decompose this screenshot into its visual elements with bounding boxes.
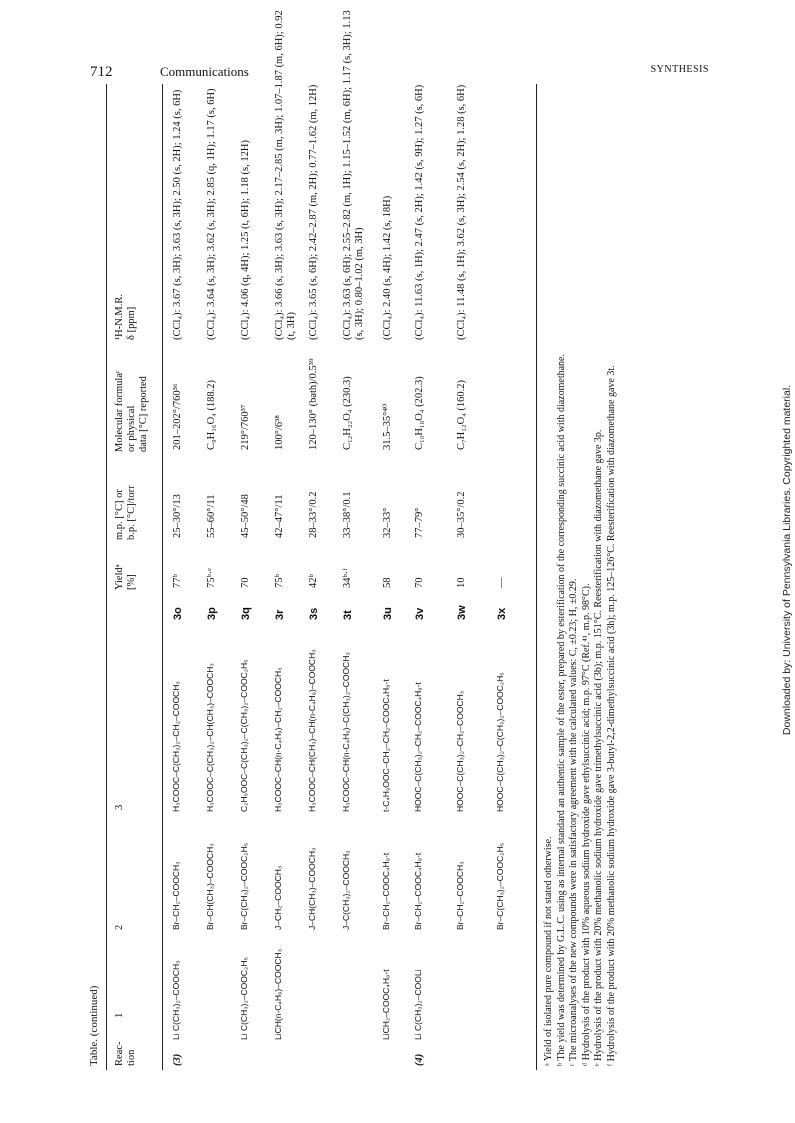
cell-c3: H₃COOC–CH(n-C₄H₉)–C(CH₃)₂–COOCH₃ [341, 652, 351, 812]
cell-formula: C₇H₁₂O₄ (160.2) [456, 379, 467, 450]
cell-c3: HOOC–C(CH₃)₂–CH₂–COOCH₃ [455, 690, 465, 812]
cell-nmr: (CCl₄): 3.64 (s, 3H); 3.62 (s, 3H); 2.85 (q, 1H); 1.17 (s, 6H) [206, 88, 217, 340]
cell-mp: 30–35°/0.2 [456, 491, 467, 538]
cell-yield: 34ᵇ·ᶠ [342, 568, 353, 588]
header-yield: Yieldᵃ [%] [114, 564, 138, 590]
cell-mp: 45–50°/48 [240, 494, 251, 538]
table-bottom-rule [536, 84, 537, 1070]
cell-c2: Br–CH₂–COOCH₃ [171, 861, 181, 930]
journal-name: SYNTHESIS [650, 64, 709, 75]
cell-c2: Br–CH(CH₃)–COOCH₃ [205, 843, 215, 930]
cell-nmr: (CCl₄): 3.66 (s, 3H); 3.63 (s, 3H); 2.17–2.85 (m, 3H); 1.07–1.87 (m, 6H); 0.92 (t, 3H) [274, 10, 298, 340]
cell-nmr: (CCl₄): 11.63 (s, 1H); 2.47 (s, 2H); 1.42 (s, 9H); 1.27 (s, 6H) [414, 84, 425, 340]
section-title: Communications [160, 64, 249, 79]
header-rule [162, 84, 163, 1070]
cell-id: 3p [206, 607, 218, 620]
cell-c3: H₃COOC–C(CH₃)₂–CH(CH₃)–COOCH₃ [205, 663, 215, 812]
cell-nmr: (CCl₄): 3.63 (s, 6H); 2.55–2.82 (m, 1H); 1.15–1.52 (m, 6H); 1.17 (s, 3H); 1.13 (s, 3H); 0.80–1.02 (m, 3H) [342, 10, 366, 340]
cell-mp: 55–60°/11 [206, 494, 217, 538]
table-footnotes [543, 106, 618, 1066]
cell-c3: t-C₄H₉OOC–CH₂–CH₂–COOC₄H₉-t [381, 679, 391, 812]
cell-c3: HOOC–C(CH₃)₂–CH₂–COOC₄H₉-t [413, 682, 423, 812]
cell-c2: Br–CH₂–COOCH₃ [455, 861, 465, 930]
cell-c2: Br–CH₂–COOC₄H₉-t [381, 852, 391, 930]
cell-formula: C₁₂H₂₂O₄ (230.3) [342, 376, 353, 450]
cell-formula: C₉H₁₆O₄ (188.2) [206, 379, 217, 450]
cell-nmr: (CCl₄): 4.06 (q, 4H); 1.25 (t, 6H); 1.18 (s, 12H) [240, 140, 251, 340]
cell-c3: H₃COOC–CH(n-C₄H₉)–CH₂–COOCH₃ [273, 667, 283, 812]
cell-formula: 31.5–35°⁴⁰ [382, 403, 393, 450]
download-watermark: Downloaded by: University of Pennsylvania Libraries. Copyrighted material. [781, 384, 793, 736]
cell-c1: LiCH(n-C₄H₉)–COOCH₃ [273, 948, 283, 1040]
cell-c2: Br–C(CH₃)₂–COOC₂H₅ [495, 842, 505, 930]
cell-id: 3r [274, 609, 286, 620]
cell-yield: — [496, 577, 507, 588]
cell-nmr: (CCl₄): 3.65 (s, 6H); 2.42–2.87 (m, 2H); 0.77–1.62 (m, 12H) [308, 84, 319, 340]
cell-mp: 28–33°/0.2 [308, 491, 319, 538]
footnote: ᶠ Hydrolysis of the product with 20% methanolic sodium hydroxide gave 3-butyl-2,2-dimethylsuccinic acid (3h); m.p. 125–126°C. Reesterification with diazomethane gave 3t. [605, 365, 617, 1066]
cell-id: 3q [240, 607, 252, 620]
header-reaction: Reac- tion [114, 1041, 138, 1066]
cell-reaction: (3) [172, 1053, 183, 1066]
cell-c3: C₂H₅OOC–C(CH₃)₂–C(CH₃)₂–COOC₂H₅ [239, 659, 249, 812]
cell-nmr: (CCl₄): 11.48 (s, 1H); 3.62 (s, 3H); 2.54 (s, 2H); 1.28 (s, 6H) [456, 84, 467, 340]
cell-yield: 75ᵇ·ᵉ [206, 568, 217, 588]
cell-formula: 100°/6³⁸ [274, 415, 285, 450]
cell-nmr: (CCl₄): 2.40 (s, 4H); 1.42 (s, 18H) [382, 195, 393, 340]
cell-formula: 219°/760³⁷ [240, 404, 251, 450]
cell-c3: HOOC–C(CH₃)₂–C(CH₃)₂–COOC₂H₅ [495, 672, 505, 812]
header-col-3: 3 [114, 804, 125, 810]
footnote: ᵈ Hydrolysis of the product with 10% aqueous sodium hydroxide gave ethylsuccinic acid; m.p. 97°C (Ref.⁴¹, m.p. 98°C). [580, 583, 592, 1066]
cell-formula: 120–130° (bath)/0.5³⁹ [308, 358, 319, 450]
cell-id: 3u [382, 607, 394, 620]
cell-id: 3s [308, 607, 320, 620]
table-top-rule [106, 84, 107, 1070]
cell-id: 3o [172, 607, 184, 620]
cell-c1: Li C(CH₃)₂–COOC₂H₅ [239, 957, 249, 1040]
header-col-1: 1 [114, 1012, 125, 1018]
cell-c1: Li C(CH₃)₂–COOLi [413, 969, 423, 1040]
cell-yield: 10 [456, 577, 467, 588]
footnote: ᵉ Hydrolysis of the product with 20% methanolic sodium hydroxide gave trimethylsuccinic acid (3b); m.p. 151°C. Reesterification with diazomethane gave 3p. [593, 429, 604, 1066]
header-col-2: 2 [114, 924, 125, 930]
cell-yield: 77ᵇ [172, 574, 183, 588]
cell-c2: J–CH₂–COOCH₃ [273, 865, 283, 930]
cell-mp: 32–33° [382, 507, 393, 538]
cell-id: 3t [342, 610, 354, 620]
cell-c2: J–C(CH₃)₂–COOCH₃ [341, 850, 351, 930]
cell-formula: 201–202°/760³⁶ [172, 383, 183, 450]
cell-yield: 58 [382, 577, 393, 588]
cell-id: 3x [496, 607, 508, 620]
footnote: ᵇ The yield was determined by G.L.C. using as internal standard an authentic sample of the ester, prepared by esterification of the corresponding succinic acid with diazomethane. [555, 354, 567, 1066]
cell-id: 3w [456, 605, 468, 620]
cell-mp: 77–79° [414, 507, 425, 538]
cell-c1: Li C(CH₃)₂–COOCH₃ [171, 960, 181, 1040]
cell-c2: J–CH(CH₃)–COOCH₃ [307, 847, 317, 930]
header-nmr: ¹H-N.M.R. δ [ppm] [114, 293, 138, 340]
cell-c1: LiCH₂–COOC₄H₉-t [381, 969, 391, 1040]
cell-c3: H₃COOC–C(CH₃)₂–CH₂–COOCH₃ [171, 681, 181, 812]
cell-mp: 33–38°/0.1 [342, 491, 353, 538]
header-mp: m.p. [°C] or b.p. [°C]/torr [114, 485, 138, 540]
cell-mp: 25–30°/13 [172, 494, 183, 538]
cell-reaction: (4) [414, 1053, 425, 1066]
cell-yield: 75ᵇ [274, 574, 285, 588]
cell-mp: 42–47°/11 [274, 494, 285, 538]
footnote: ᶜ The microanalyses of the new compounds were in satisfactory agreement with the calculated values: C, ±0.23; H, ±0.29. [568, 578, 579, 1066]
cell-yield: 42ᵇ [308, 574, 319, 588]
table-caption: Table. (continued) [88, 985, 100, 1066]
header-formula: Molecular formulaᶜ or physical data [°C] reported [114, 370, 150, 452]
cell-c2: Br–C(CH₃)₂–COOC₂H₅ [239, 842, 249, 930]
cell-id: 3v [414, 607, 426, 620]
cell-formula: C₁₀H₁₈O₄ (202.3) [414, 376, 425, 450]
cell-c3: H₃COOC–CH(CH₃)–CH(n-C₄H₉)–COOCH₃ [307, 649, 317, 812]
cell-yield: 70 [414, 577, 425, 588]
page-number: 712 [90, 64, 113, 80]
cell-yield: 70 [240, 577, 251, 588]
footnote: ᵃ Yield of isolated pure compound if not stated otherwise. [543, 836, 554, 1066]
cell-c2: Br–CH₂–COOC₄H₉-t [413, 852, 423, 930]
cell-nmr: (CCl₄): 3.67 (s, 3H); 3.63 (s, 3H); 2.50 (s, 2H); 1.24 (s, 6H) [172, 89, 183, 340]
